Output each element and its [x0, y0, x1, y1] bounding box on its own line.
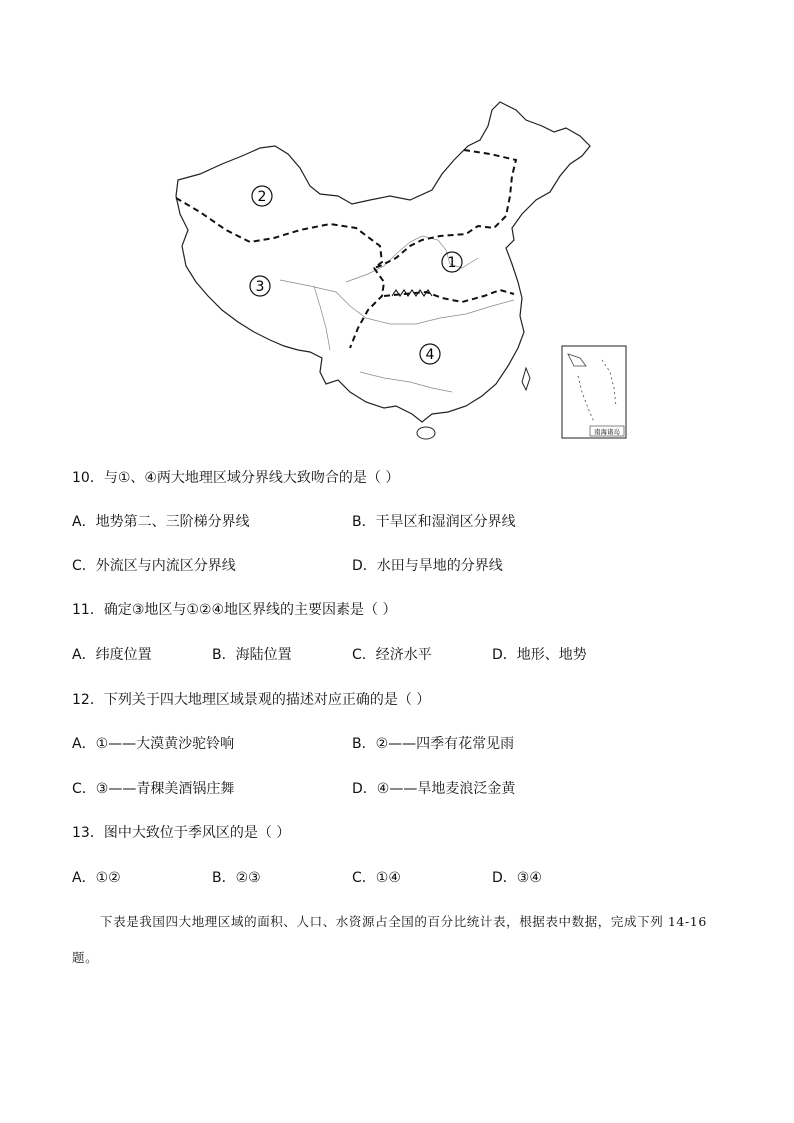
region-label-1 [442, 252, 462, 272]
question-12-stem: 12．下列关于四大地理区域景观的描述对应正确的是（ ） [72, 692, 431, 708]
region-label-4 [420, 344, 440, 364]
q10-option-c[interactable]: C．外流区与内流区分界线 [72, 558, 236, 574]
q11-option-c[interactable]: C．经济水平 [352, 647, 432, 663]
svg-text:2: 2 [257, 189, 267, 205]
svg-text:3: 3 [255, 279, 265, 295]
q11-option-b[interactable]: B．海陆位置 [212, 647, 292, 663]
boundary-northwest-north [374, 150, 516, 268]
boundary-qinghai-south [350, 268, 384, 348]
svg-text:4: 4 [425, 347, 435, 363]
q12-option-a[interactable]: A．①——大漠黄沙驼铃响 [72, 736, 235, 752]
river-lancang [314, 286, 330, 350]
q13-option-b[interactable]: B．②③ [212, 870, 261, 886]
svg-text:1: 1 [447, 255, 457, 271]
region-label-3 [250, 276, 270, 296]
boundary-northwest-qinghai [176, 198, 382, 268]
river-yellow [346, 236, 478, 282]
river-pearl [360, 372, 452, 392]
taiwan-island [522, 368, 530, 390]
china-regions-map [170, 96, 630, 446]
map-svg [170, 96, 630, 446]
question-10-stem: 10．与①、④两大地理区域分界线大致吻合的是（ ） [72, 470, 400, 486]
q13-option-d[interactable]: D．③④ [492, 870, 542, 886]
q11-option-a[interactable]: A．纬度位置 [72, 647, 152, 663]
south-china-sea-inset [562, 346, 626, 438]
region-label-2 [252, 186, 272, 206]
q10-option-a[interactable]: A．地势第二、三阶梯分界线 [72, 514, 250, 530]
q10-option-b[interactable]: B．干旱区和湿润区分界线 [352, 514, 516, 530]
hainan-island [417, 427, 435, 439]
inset-label: 南海诸岛 [594, 428, 620, 436]
q13-option-c[interactable]: C．①④ [352, 870, 401, 886]
question-11-stem: 11．确定③地区与①②④地区界线的主要因素是（ ） [72, 602, 397, 618]
table-intro-paragraph: 下表是我国四大地理区域的面积、人口、水资源占全国的百分比统计表，根据表中数据，完成下列 14-16 题。 [72, 914, 707, 965]
q10-option-d[interactable]: D．水田与旱地的分界线 [352, 558, 503, 574]
q12-option-b[interactable]: B．②——四季有花常见雨 [352, 736, 515, 752]
q11-option-d[interactable]: D．地形、地势 [492, 647, 587, 663]
q12-option-c[interactable]: C．③——青稞美酒锅庄舞 [72, 781, 235, 797]
boundary-north-south [384, 290, 514, 302]
q12-option-d[interactable]: D．④——旱地麦浪泛金黄 [352, 781, 516, 797]
q13-option-a[interactable]: A．①② [72, 870, 121, 886]
question-13-stem: 13．图中大致位于季风区的是（ ） [72, 825, 291, 841]
river-yangtze [280, 280, 514, 324]
